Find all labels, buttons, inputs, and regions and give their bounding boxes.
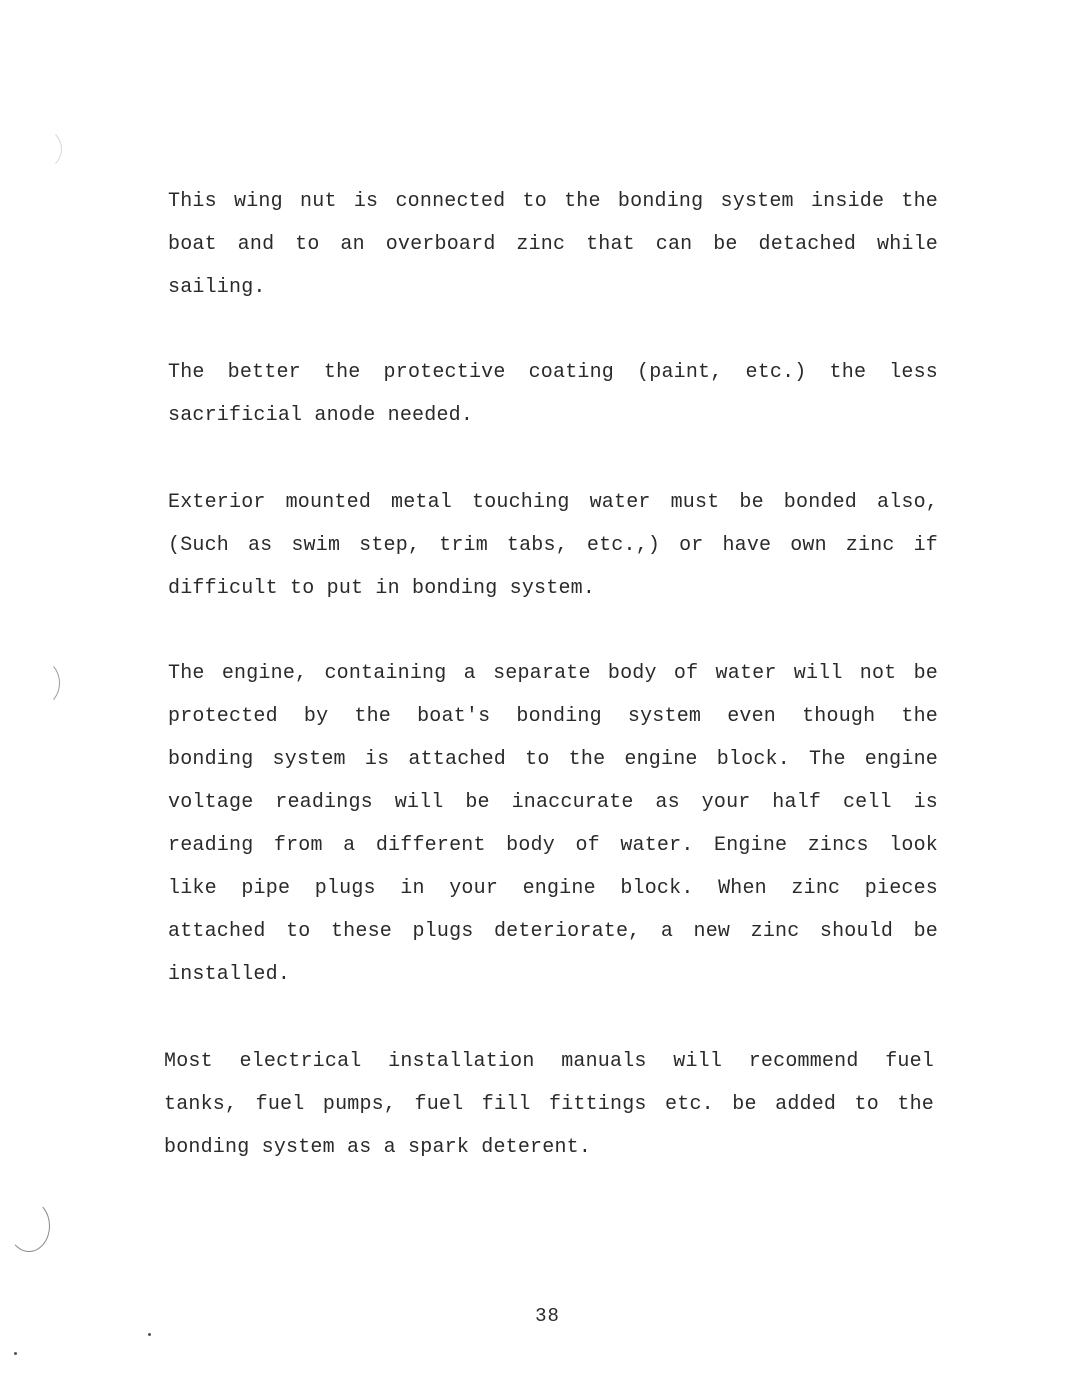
paragraph-protective-coating xyxy=(168,351,938,437)
text-line: voltage readings will be inaccurate as your half cell is xyxy=(168,791,938,814)
text-line: Exterior mounted metal touching water must be bonded also, xyxy=(168,491,938,514)
text-line: sailing. xyxy=(168,276,266,299)
text-line: tanks, fuel pumps, fuel fill fittings etc. be added to the xyxy=(164,1093,934,1116)
scan-artifact xyxy=(8,1200,50,1252)
paragraph-engine xyxy=(168,652,938,996)
text-line: attached to these plugs deteriorate, a new zinc should be xyxy=(168,920,938,943)
scan-artifact xyxy=(22,660,60,706)
text-line: boat and to an overboard zinc that can be detached while xyxy=(168,233,938,256)
text-line: The better the protective coating (paint, etc.) the less xyxy=(168,361,938,384)
text-line: bonding system as a spark deterent. xyxy=(164,1136,592,1159)
paragraph-electrical-manuals xyxy=(164,1040,934,1169)
text-line: (Such as swim step, trim tabs, etc.,) or have own zinc if xyxy=(168,534,938,557)
text-line: Most electrical installation manuals will recommend fuel xyxy=(164,1050,934,1073)
paragraph-wing-nut xyxy=(168,180,938,309)
text-line: This wing nut is connected to the bonding system inside the xyxy=(168,190,938,213)
paragraph-exterior-metal xyxy=(168,481,938,610)
text-line: sacrificial anode needed. xyxy=(168,404,474,427)
text-line: difficult to put in bonding system. xyxy=(168,577,596,600)
scan-artifact xyxy=(20,128,62,170)
text-line: The engine, containing a separate body of water will not be xyxy=(168,662,938,685)
text-line: reading from a different body of water. Engine zincs look xyxy=(168,834,938,857)
text-line: like pipe plugs in your engine block. When zinc pieces xyxy=(168,877,938,900)
text-line: protected by the boat's bonding system even though the xyxy=(168,705,938,728)
text-line: bonding system is attached to the engine block. The engine xyxy=(168,748,938,771)
text-line: installed. xyxy=(168,963,291,986)
scan-speck xyxy=(14,1352,17,1355)
scan-speck xyxy=(148,1333,151,1336)
page-number: 38 xyxy=(535,1305,560,1327)
